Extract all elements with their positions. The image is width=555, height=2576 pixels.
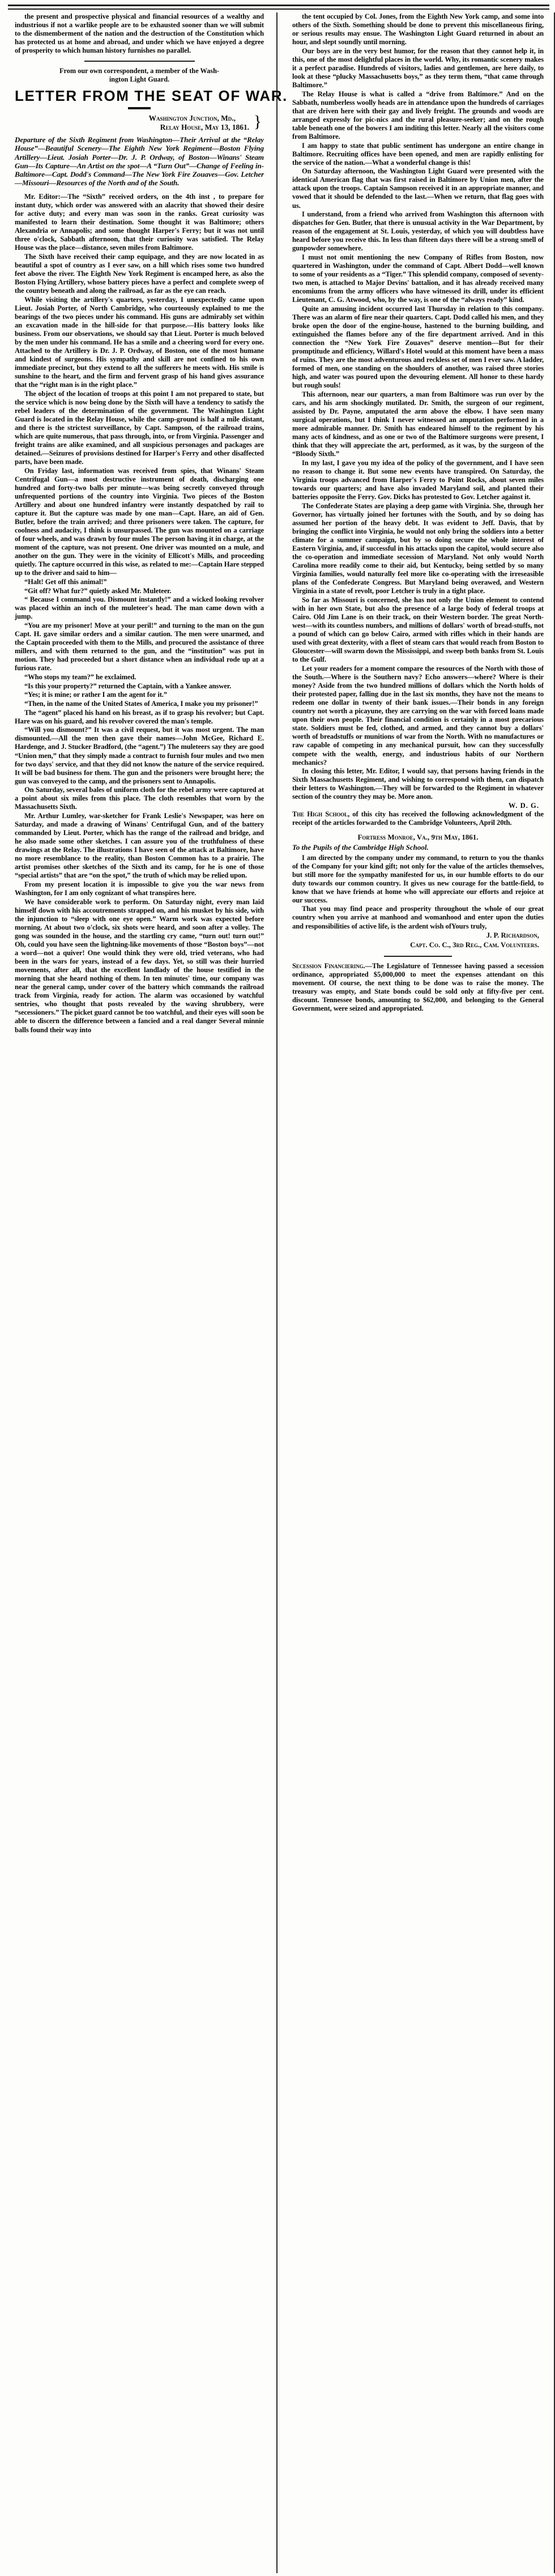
- article2-lead-rest: , of this city has received the following acknowledgment of the receipt of the articles forwarded to the Cambridge Volunteers, April 20th.: [292, 810, 544, 827]
- body-paragraph: The object of the location of troops at this point I am not prepared to state, but the service which is now being done by the Sixth will have a tendency to satisfy the rebel leaders of the determination of the government. The Washington Light Guard is located in the Relay House, while the camp-ground is half a mile distant, and there is the strictest surveillance, by Capt. Sampson, of the railroad trains, which are quite numerous, that pass through, into, or from Virginia. Passenger and freight trains are alike examined, and all suspicious personages and packages are detained.—Seizures of provisions destined for Harper's Ferry and other disaffected parts, have been made.: [15, 389, 264, 466]
- dateline-brace: }: [253, 112, 262, 131]
- body-paragraph: Mr. Arthur Lumley, war-sketcher for Frank Leslie's Newspaper, was here on Saturday, and made a drawing of Winans' Centrifugal Gun, and of the battery commanded by Lieut. Porter, which has the range of the railroad and bridge, and he also made some other sketches. I can assure you of the truthfulness of these drawings at the Relay. The illustrations I have seen of the attack at Baltimore, have no more resemblance to the reality, than Boston Common has to a prairie. The artist promises other sketches of the Sixth and its camp, for he is one of those “special artists” that are “on the spot,” the truth of which may be relied upon.: [15, 812, 264, 880]
- article2-closing: Yours truly,: [451, 922, 487, 930]
- dialog-line: “Halt! Get off this animal!”: [24, 577, 107, 586]
- body-paragraph: While visiting the artillery's quarters, yesterday, I unexpectedly came upon Lieut. Josiah Porter, of North Cambridge, who courteously explained to me the bearings of the two pieces under his command. His guns are admirably set within an excavation made in the hill-side for that purpose.—His battery looks like business. From our observations, we should say that Lieut. Porter is much beloved by the men under his command. He has a smile and a cheering word for every one. Attached to the Artillery is Dr. J. P. Ordway, of Boston, one of the most humane and kindest of surgeons. His sympathy and skill are not confined to his own immediate precinct, but they extend to all the sufferers he meets with. His smile is sunshine to the heart, and the firm and fervent grasp of his hand gives assurance that the “right man is in the right place.”: [15, 295, 264, 389]
- dialog-line: “Is this your property?” returned the Captain, with a Yankee answer.: [24, 682, 232, 690]
- body-paragraph: We have considerable work to perform. On Saturday night, every man laid himself down with his accoutrements strapped on, and his musket by his side, with the injunction to “sleep with one eye open.” Warm work was expected before morning. At about two o'clock, six shots were heard, and soon after a volley. The gong was sounded in the house, and the startling cry came, “turn out! turn out!” Oh, could you have seen the lightning-like movements of those “Boston boys”—not a word—not a quiver! One would think they were old, tried veterans, who had been in the wars for years, instead of a few days. Yet, so still was their hurried movements, after all, that the excellent landlady of the house testified in the morning that she heard nothing of them. In ten minutes' time, our company was near the general camp, under cover of the battery which commands the railroad track from Virginia, ready for action. The alarm was occasioned by watchful sentries, who thought that posts revealed by the waving shrubbery, were “secessioners.” The picket guard cannot be too watchful, and their eyes will soon be able to discern the difference between a fancied and a real danger Several minnie balls found their way into: [15, 897, 264, 1034]
- body-paragraph: In my last, I gave you my idea of the policy of the government, and I have seen no reason to change it. But some new events have transpired. On Saturday, the Virginia troops advanced from Harper's Ferry to Point Rocks, about seven miles towards our quarters; and have also invaded Maryland soil, and planted their batteries opposite the Ferry. Gov. Dicks has protested to Gov. Letcher against it.: [292, 459, 544, 501]
- correspondent-byline: [15, 67, 264, 84]
- body-paragraph: This afternoon, near our quarters, a man from Baltimore was run over by the cars, and his arm shockingly mutilated. Dr. Smith, the surgeon of our regiment, assisted by Dr. Payne, amputated the arm above the elbow. I have seen many surgical operations, but I think I never witnessed an amputation performed in a more admirable manner. Dr. Smith has endeared himself to the regiment by his many acts of kindness, and as one or two of the Baltimore surgeons were present, I think that they will appreciate the art, performed, as it was, by the surgeon of the “Bloody Sixth.”: [292, 390, 544, 458]
- dialog-line: “Then, in the name of the United States of America, I make you my prisoner!”: [24, 700, 258, 708]
- correspondent-byline-line1: From our own correspondent, a member of the Wash-: [59, 67, 220, 75]
- article2-paragraph-text: That you may find peace and prosperity throughout the whole of our great country when you arrive at manhood and womanhood and enter upon the duties and responsibilities of active life, is the ardent wish of: [292, 905, 544, 930]
- dialog-line: “ Because I command you. Dismount instantly!” and a wicked looking revolver was placed within an inch of the muleteer's head. The man came down with a jump.: [15, 595, 264, 621]
- article3-paragraph: [292, 962, 544, 1013]
- article-subhead: Departure of the Sixth Regiment from Washington—Their Arrival at the “Relay House”—Beautiful Scenery—The Eighth New York Regiment—Boston Flying Artillery—Lieut. Josiah Porter—Dr. J. P. Ordway, of Boston—Winans' Steam Gun—Its Capture—An Artist on the spot—A “Turn Out”—Change of Feeling in-Baltimore—Capt. Dodd's Command—The New York Fire Zouaves—Gov. Letcher—Missouri—Resources of the North and of the South.: [15, 135, 264, 188]
- article3-text: —The Legislature of Tennessee having passed a secession ordinance, appropriated $5,000,000 to meet the expenses attendant on this movement. Of course, the next thing to be done was to raise the money. The treasury was empty, and State bonds could be sold only at fifty-five per cent. discount. Tennessee bonds, amounting to $62,000, and belonging to the General Government, were seized and appropriated.: [292, 961, 544, 1012]
- body-paragraph: The Sixth have received their camp equipage, and they are now located in as beautiful a spot of country as I ever saw, on a hill which rises some two hundred feet above the river. The Eighth New York Regiment is encamped here, as also the Boston Flying Artillery, whose battery pieces have a perfect and complete sweep of the country beneath and along the railroad, as far as the eye can reach.: [15, 252, 264, 295]
- body-paragraph: So far as Missouri is concerned, she has not only the Union element to contend with in her own State, but also the presence of a large body of federal troops at Cairo. Old Jim Lane is on their track, on their Western border. The great North-west—with its countless numbers, and millions of dollars' worth of bread-stuffs, not a pound of which can go below Cairo, armed with rifles which in their hands are used with great dexterity, with a fleet of steam cars that would reach from Boston to Gloucester—will swarm down the Mississippi, and sweep both banks from St. Louis to the Gulf.: [292, 596, 544, 664]
- body-paragraph: Mr. Editor:—The “Sixth” received orders, on the 4th inst , to prepare for instant duty, which order was answered with an alacrity that showed their desire for active duty; and every man was soon in the ranks. Great curiosity was manifested to learn their destination. Some thought it was Baltimore; others Alexandria or Annapolis; and some thought Harper's Ferry; but it was not until three o'clock, Sabbath afternoon, that their curiosity was satisfied. The Relay House was the place—distance, seven miles from Baltimore.: [15, 192, 264, 252]
- dialog-line: “Git off? What fur?” quietly asked Mr. Muleteer.: [24, 586, 172, 595]
- body-paragraph: From my present location it is impossible to give you the war news from Washington, for I am only cognizant of what transpires here.: [15, 880, 264, 897]
- body-paragraph: On Saturday afternoon, the Washington Light Guard were presented with the identical American flag that was first raised in Baltimore by Union men, after the attack upon the troops. Captain Sampson received it in an appropriate manner, and vowed that it should be defended to the last.—When we return, that flag goes with us.: [292, 167, 544, 210]
- continued-paragraph: the present and prospective physical and financial resources of a wealthy and industrious if not a warlike people are to be exhausted sooner than we will submit to the dismemberment of the nation and the destruction of the Constitution which has protected us at home and abroad, and under which we have enjoyed a degree of prosperity to which human history furnishes no parallel.: [15, 12, 264, 55]
- correspondent-byline-line2: ington Light Guard.: [109, 75, 170, 83]
- body-paragraph: Let your readers for a moment compare the resources of the North with those of the South.—Where is the Southern navy? Echo answers—where? Where is their money? Aside from the two hundred millions of dollars which the North holds of their protested paper, falling due in the last six months, they have not the means to redeem one dollar in twenty of their bank issues.—Their bonds in any foreign country not worth a picayune, they are carrying on the war with forced loans made upon their own people. Their financial condition is certainly in a most precarious state. Soldiers must be fed, clothed, and armed, and they cannot buy a dollars' worth of breadstuffs or munitions of war from the North. With no manufactures or raw capable of competing in any mechanical pursuit, how can they successfully compete with the wealth, energy, and industrious habits of our Northern mechanics?: [292, 665, 544, 767]
- body-paragraph: Our boys are in the very best humor, for the reason that they cannot help it, in this, one of the most delightful places in the world. Why, its romantic scenery makes it a perfect paradise. Hundreds of visitors, ladies and gentlemen, are here daily, to look at these “plucky Massachusetts boys,” as they term them, “that came through Baltimore.”: [292, 46, 544, 89]
- dateline-place: Washington Junction, Md.,: [148, 113, 236, 122]
- dateline-date: Relay House, May 13, 1861.: [160, 123, 249, 132]
- article3-lead-smallcaps: Secession Financiering.: [292, 961, 365, 970]
- body-paragraph: I must not omit mentioning the new Company of Rifles from Boston, now quartered in Washington, under the command of Capt. Albert Dodd—well known to some of your residents as a “Tiger.” This splendid company, composed of seventy-two men, is attached to Major Devins' battalion, and it has already received many encomiums from the army officers who have witnessed its drill, under its efficient Lieutenant, C. G. Atwood, who, by the way, is one of the “always ready” kind.: [292, 253, 544, 304]
- article-divider-rule: [384, 956, 452, 957]
- author-initials: W. D. G.: [508, 802, 539, 810]
- body-paragraph: Quite an amusing incident occurred last Thursday in relation to this company. There was an alarm of fire near their quarters. Capt. Dodd called his men, and they broke open the door of the engine-house, hastened to the burning building, and extinguished the flames before any of the fire department arrived. And in this connection the “New York Fire Zouaves” deserve mention—But for their promptitude and efficiency, Willard's Hotel would at this moment have been a mass of ruins. They are the most adventurous and reckless set of men I ever saw. A ladder, formed of men, one standing on the shoulders of another, was raised three stories high, and water was poured upon the devouring element. All honor to these hardy but rough souls!: [292, 304, 544, 390]
- right-column: [278, 12, 555, 2573]
- section-divider-rule: [84, 61, 195, 62]
- page-top-rule-2: [8, 8, 549, 10]
- body-paragraph: On Saturday, several bales of uniform cloth for the rebel army were captured at a point about six miles from this place. The cloth resembles that worn by the Massachusetts Sixth.: [15, 786, 264, 811]
- page-top-rule-1: [8, 5, 549, 6]
- dateline: [15, 114, 264, 133]
- headline-underline-rule: [128, 107, 151, 109]
- article2-lead-paragraph: [292, 810, 544, 827]
- article2-paragraph: I am directed by the company under my command, to return to you the thanks of the Company for your kind gift; not only for the value of the articles themselves, but still more for the sympathy manifested for us, in our humble efforts to do our duty towards our common country. It gives us new courage for the battle-field, to know that we have friends at home who will appreciate our efforts and rejoice at our success.: [292, 853, 544, 904]
- left-column: [0, 12, 288, 2573]
- body-paragraph: In closing this letter, Mr. Editor, I would say, that persons having friends in the Sixth Massachusetts Regiment, and wishing to correspond with them, can dispatch their letters to Washington.—They will be forwarded to the Regiment in whatever section of the country they may be. More anon.: [292, 767, 544, 801]
- dialog-line: “You are my prisoner! Move at your peril!” and turning to the man on the gun Capt. H. gave similar orders and a similar caution. The men were unarmed, and the Captain proceeded with them to the Mills, and procured the assistance of three millers, and with them returned to the gun, and the “institution” was put in motion. They had proceeded but a short distance when an individual rode up at a furious rate.: [15, 621, 264, 672]
- article2-lead-smallcaps: The High School: [292, 810, 348, 819]
- article2-dateline: Fortress Monroe, Va., 9th May, 1861.: [357, 832, 479, 841]
- body-paragraph: The “agent” placed his hand on his breast, as if to grasp his revolver; but Capt. Hare was on his guard, and his revolver covered the man's temple.: [15, 708, 264, 725]
- body-paragraph: the tent occupied by Col. Jones, from the Eighth New York camp, and some into others of the Sixth. Something should be done to prevent this miscellaneous firing, or serious results may ensue. The Washington Light Guard returned in about an hour, and slept soundly until morning.: [292, 12, 544, 46]
- article2-signature-name: J. P. Richardson,: [486, 931, 539, 939]
- article2-signature-title: Capt. Co. C., 3rd Reg., Cam. Volunteers.: [410, 940, 539, 949]
- dialog-line: “Who stops my team?” he exclaimed.: [24, 672, 136, 681]
- body-paragraph: The Relay House is what is called a “drive from Baltimore.” And on the Sabbath, numberless woolly heads are in attendance upon the hundreds of carriages that are driven here with their gay and lively freight. The grounds and woods are arranged expressly for pic-nics and the rural pleasure-seeker; and on the rough table beneath one of the bowers I am inditing this letter. Nearly all the visitors come from Baltimore.: [292, 90, 544, 140]
- body-paragraph: “Will you dismount?” It was a civil request, but it was most urgent. The man dismounted.—All the men then gave their names—John McGee, Richard E. Hardenge, and J. Stucker Bradford, (the “agent.”) The muleteers say they are good “Union men,” that they simply made a contract to furnish four mules and two men for two days' service, and that they did not know the nature of the service required. It will be bad business for them. The gun and the prisoners were brought here; the gun was conveyed to the camp, and the prisoners sent to Annapolis.: [15, 726, 264, 785]
- body-paragraph: I understand, from a friend who arrived from Washington this afternoon with dispatches for Gen. Butler, that there is unusual activity in the War Department, by reason of the engagement at St. Louis, yesterday, of which you will doubtless have heard before you receive this. In less than fifteen days there will be a strong smell of gunpowder somewhere.: [292, 210, 544, 253]
- body-paragraph: The Confederate States are playing a deep game with Virginia. She, through her Governor, has virtually joined her fortunes with the South, and by so doing has assumed her portion of the heavy debt. It was evident to Jeff. Davis, that by bringing the conflict into Virginia, he would not only bring the soldiers into a better climate for a summer campaign, but by so doing secure the whole interest of Eastern Virginia, and, if successful in his attacks upon the capitol, would secure also the co-operation and immediate secession of Maryland. Not only would North Carolina more readily come to their aid, but Kentucky, being settled by so many Virginia families, would naturally feel more like co-operating with the irreseasible plans of the Confederate Congress. But Maryland being overawed, and Western Virginia in a state of revolt, poor Letcher is truly in a tight place.: [292, 501, 544, 595]
- body-paragraph: On Friday last, information was received from spies, that Winans' Steam Centrifugal Gun—a most destructive instrument of death, discharging one hundred and forty-two balls per minute—was being secretly conveyed through unfrequented portions of the country into Virginia. Two pieces of the Boston Artillery and about one hundred infantry were instantly despatched by rail to capture it. But the capture was made by one man—Capt. Hare, an aid of Gen. Butler, before the train arrived; and three prisoners were taken. The capture, for coolness and audacity, I think is unsurpassed. The gun was mounted on a carriage of four wheels, and was drawn by four mules The person having it in charge, at the moment of the capture, was not present. One driver was mounted on a mule, and another on the gun. They were in the vicinity of Ellicott's Mills, and proceeding quietly. The capture occurred in this wise, as related to me:—Captain Hare stepped up to the driver and said to him—: [15, 466, 264, 577]
- article2-paragraph: [292, 905, 544, 930]
- column-container: [0, 12, 555, 2573]
- body-paragraph: I am happy to state that public sentiment has undergone an entire change in Baltimore. Recruiting offices have been opened, and men are rapidly enlisting for the service of the nation.—What a wonderful change is this!: [292, 141, 544, 167]
- article-headline: LETTER FROM THE SEAT OF WAR.: [15, 87, 288, 104]
- article2-addressee: To the Pupils of the Cambridge High School.: [292, 842, 429, 851]
- dialog-line: “Yes; it is mine; or rather I am the agent for it.”: [24, 691, 167, 699]
